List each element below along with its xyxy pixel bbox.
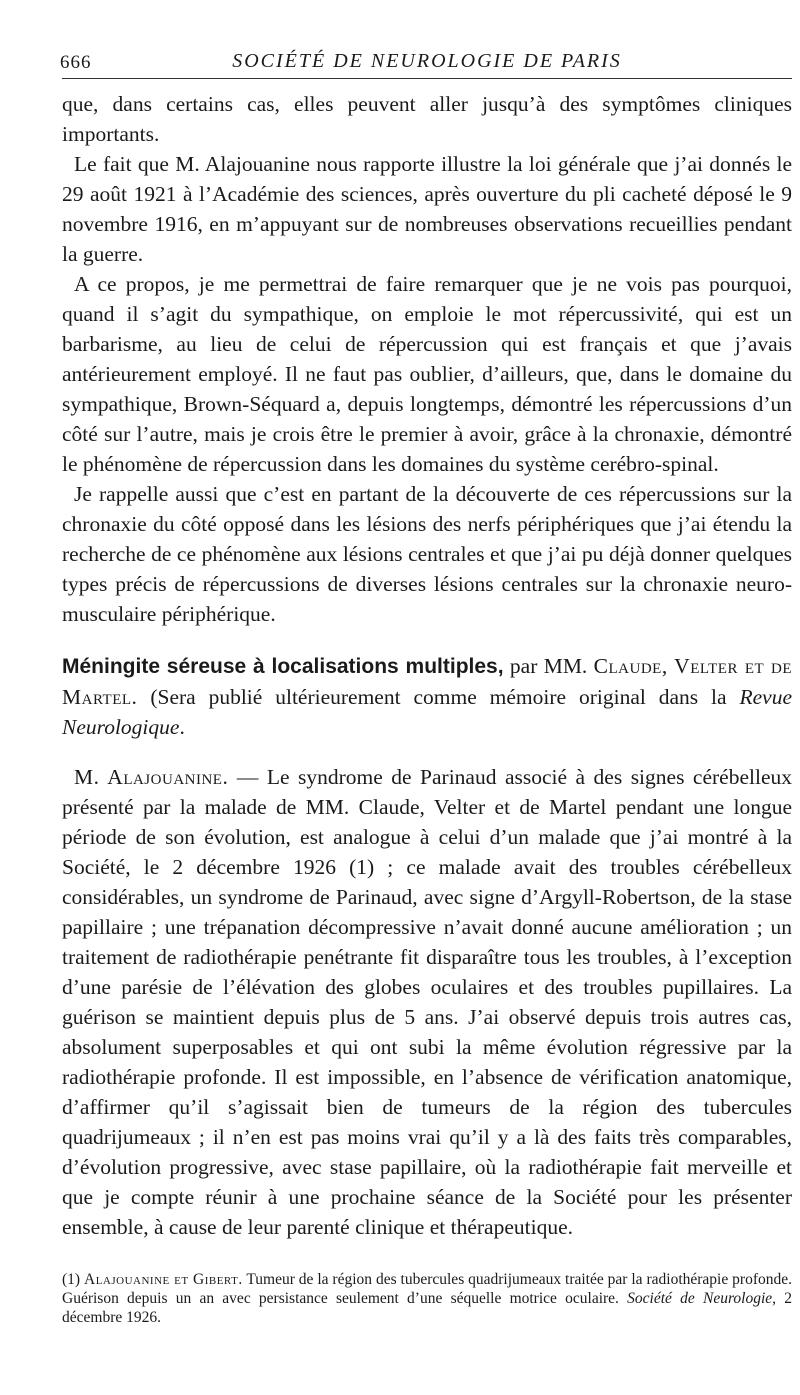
footnote-journal: Société de Neurologie [627, 1290, 773, 1307]
footnote [62, 1270, 792, 1327]
footnote-text: Tumeur de la région des tubercules quadrijumeaux traitée par la radiothérapie profonde. Guérison depuis un an avec persistance seulement d’une séquelle motrice oculaire. [62, 1271, 792, 1307]
journal-title: SOCIÉTÉ DE NEUROLOGIE DE PARIS [232, 50, 622, 72]
journal-page [62, 48, 792, 1327]
footnote-date: , 2 décembre 1926. [62, 1290, 793, 1326]
section-title: Méningite séreuse à localisations multiples, [62, 655, 504, 678]
paragraph-3: A ce propos, je me permettrai de faire remarquer que je ne vois pas pourquoi, quand il s’agit du sympathique, on emploie le mot répercussivité, qui est un barbarisme, au lieu de celui de répercussion qui est français et que j’avais antérieurement employé. Il ne faut pas oublier, d’ailleurs, que, dans le domaine du sympathique, Brown-Séquard a, depuis longtemps, démontré les répercussions d’un côté sur l’autre, mais je crois être le premier à avoir, grâce à la chronaxie, démontré le phénomène de répercussion dans les domaines du système cerébro-spinal. [62, 272, 792, 476]
section-note: (Sera publié ultérieurement comme mémoire original dans la [137, 685, 740, 709]
paragraph-4: Je rappelle aussi que c’est en partant de la découverte de ces répercussions sur la chronaxie du côté opposé dans les lésions des nerfs périphériques que j’ai étendu la recherche de ce phénomène aux lésions centrales et que j’ai pu déjà donner quelques types précis de répercussions de diverses lésions centrales sur la chronaxie neuro-musculaire périphérique. [62, 482, 792, 626]
paragraph-2: Le fait que M. Alajouanine nous rapporte illustre la loi générale que j’ai donnés le 29 août 1921 à l’Académie des sciences, après ouverture du pli cacheté déposé le 9 novembre 1916, en m’appuyant sur de nombreuses observations recueillies pendant la guerre. [62, 152, 792, 266]
section-authors-intro: par MM. [503, 654, 594, 678]
footnote-marker: (1) [62, 1271, 84, 1288]
paragraph-1: que, dans certains cas, elles peuvent aller jusqu’à des symptômes cliniques importants. [62, 92, 792, 146]
section-note-journal: Revue Neurologique [62, 685, 792, 739]
section-authors: Claude, Velter et de Martel. [62, 654, 793, 709]
running-head [62, 48, 792, 79]
speaker-name: M. Alajouanine. [74, 765, 229, 789]
paragraph-alajouanine [62, 762, 792, 1242]
speaker-text: — Le syndrome de Parinaud associé à des signes cérébelleux présenté par la malade de MM. Claude, Velter et de Martel pendant une longue période de son évolution, est analogue à celui d’un malade que j’ai montré à la Société, le 2 décembre 1926 (1) ; ce malade avait des troubles cérébelleux considérables, un syndrome de Parinaud, avec signe d’Argyll-Robertson, de la stase papillaire ; une trépanation décompressive n’avait donné aucune amélioration ; un traitement de radiothérapie penétrante fit disparaître tous les troubles, à l’exception d’une parésie de l’élévation des globes oculaires et des troubles pupillaires. La guérison se maintient depuis plus de 5 ans. J’ai observé depuis trois autres cas, absolument superposables et qui ont subi la même évolution régressive par la radiothérapie profonde. Il est impossible, en l’absence de vérification anatomique, d’affirmer qu’il s’agissait bien de tumeurs de la région des tubercules quadrijumeaux ; il n’en est pas moins vrai qu’il y a là des faits très comparables, d’évolution progressive, avec stase papillaire, où la radiothérapie fait merveille et que je compte réunir à une prochaine séance de la Société pour les présenter ensemble, à cause de leur parenté clinique et thérapeutique. [62, 765, 792, 1239]
footnote-authors: Alajouanine et Gibert. [84, 1271, 243, 1288]
page-number: 666 [60, 52, 92, 73]
section-note-end: . [179, 715, 185, 739]
section-heading-paragraph [62, 651, 792, 742]
